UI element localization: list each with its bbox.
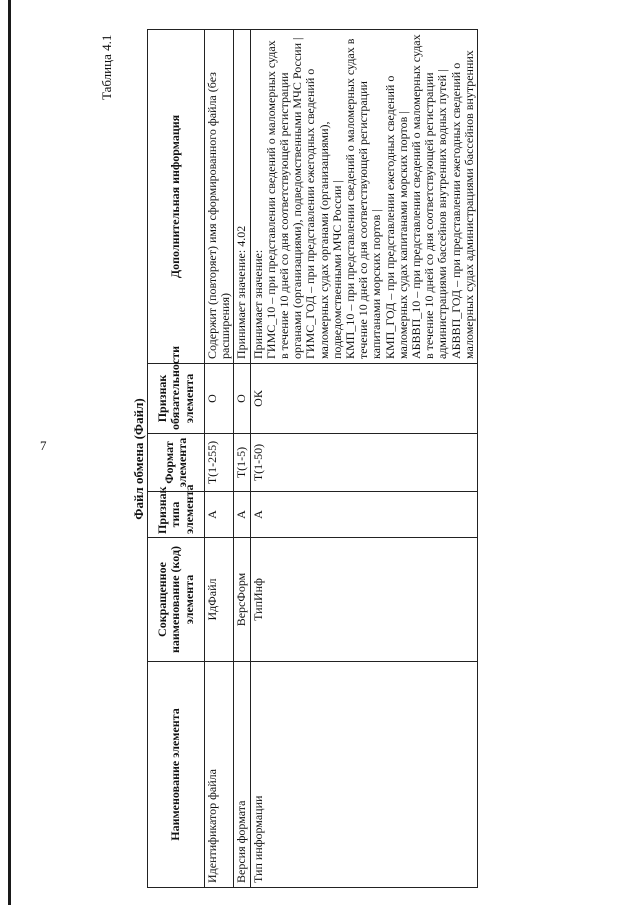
- page-number: 7: [40, 438, 47, 453]
- table-row: [234, 30, 250, 888]
- cell-format: T(1-255): [205, 434, 234, 492]
- cell-format: T(1-50): [250, 434, 477, 492]
- header-element-format: Формат элемента: [148, 434, 205, 492]
- cell-required: О: [205, 364, 234, 434]
- cell-type: А: [234, 492, 250, 538]
- cell-type: А: [250, 492, 477, 538]
- table-caption: Таблица 4.1: [99, 34, 114, 100]
- cell-info: Принимает значение: ГИМС_10 – при представлении сведений о маломерных судах в течение 10 дней со дня соответствующей регистрации органами (организациями), подведомственными МЧС России | ГИМС_ГОД – при представлении ежегодных сведений о маломерных судах органами (организациями), подведомственными МЧС России | КМП_10 – при представлении сведений о маломерных судах в течение 10 дней со дня соответствующей регистрации капитанами морских портов | КМП_ГОД – при представлении ежегодных сведений о маломерных судах капитанами морских портов | АБВВП_10 – при представлении сведений о маломерных судах в течение 10 дней со дня соответствующей регистрации администрациями бассейнов внутренних водных путей | АБВВП_ГОД – при представлении ежегодных сведений о маломерных судах администрациями бассейнов внутренних: [250, 30, 477, 364]
- page-edge-rule: [8, 0, 11, 905]
- cell-required: ОК: [250, 364, 477, 434]
- cell-name: Версия формата: [234, 662, 250, 888]
- table-title: Файл обмена (Файл): [131, 398, 146, 520]
- exchange-file-table: [147, 29, 478, 888]
- cell-format: T(1-5): [234, 434, 250, 492]
- cell-code: ВерсФорм: [234, 538, 250, 662]
- cell-info: Содержит (повторяет) имя сформированного файла (без расширения): [205, 30, 234, 364]
- cell-code: ТипИнф: [250, 538, 477, 662]
- header-element-name: Наименование элемента: [148, 662, 205, 888]
- header-additional-info: Дополнительная информация: [148, 30, 205, 364]
- cell-type: А: [205, 492, 234, 538]
- table-row: [205, 30, 234, 888]
- cell-code: ИдФайл: [205, 538, 234, 662]
- cell-name: Тип информации: [250, 662, 477, 888]
- cell-required: О: [234, 364, 250, 434]
- header-element-required: Признак обязательности элемента: [148, 364, 205, 434]
- rotated-page: [95, 28, 585, 890]
- cell-info: Принимает значение: 4.02: [234, 30, 250, 364]
- cell-name: Идентификатор файла: [205, 662, 234, 888]
- header-element-code: Сокращенное наименование (код) элемента: [148, 538, 205, 662]
- header-element-type: Признак типа элемента: [148, 492, 205, 538]
- table-row: [250, 30, 477, 888]
- table-header-row: [148, 30, 205, 888]
